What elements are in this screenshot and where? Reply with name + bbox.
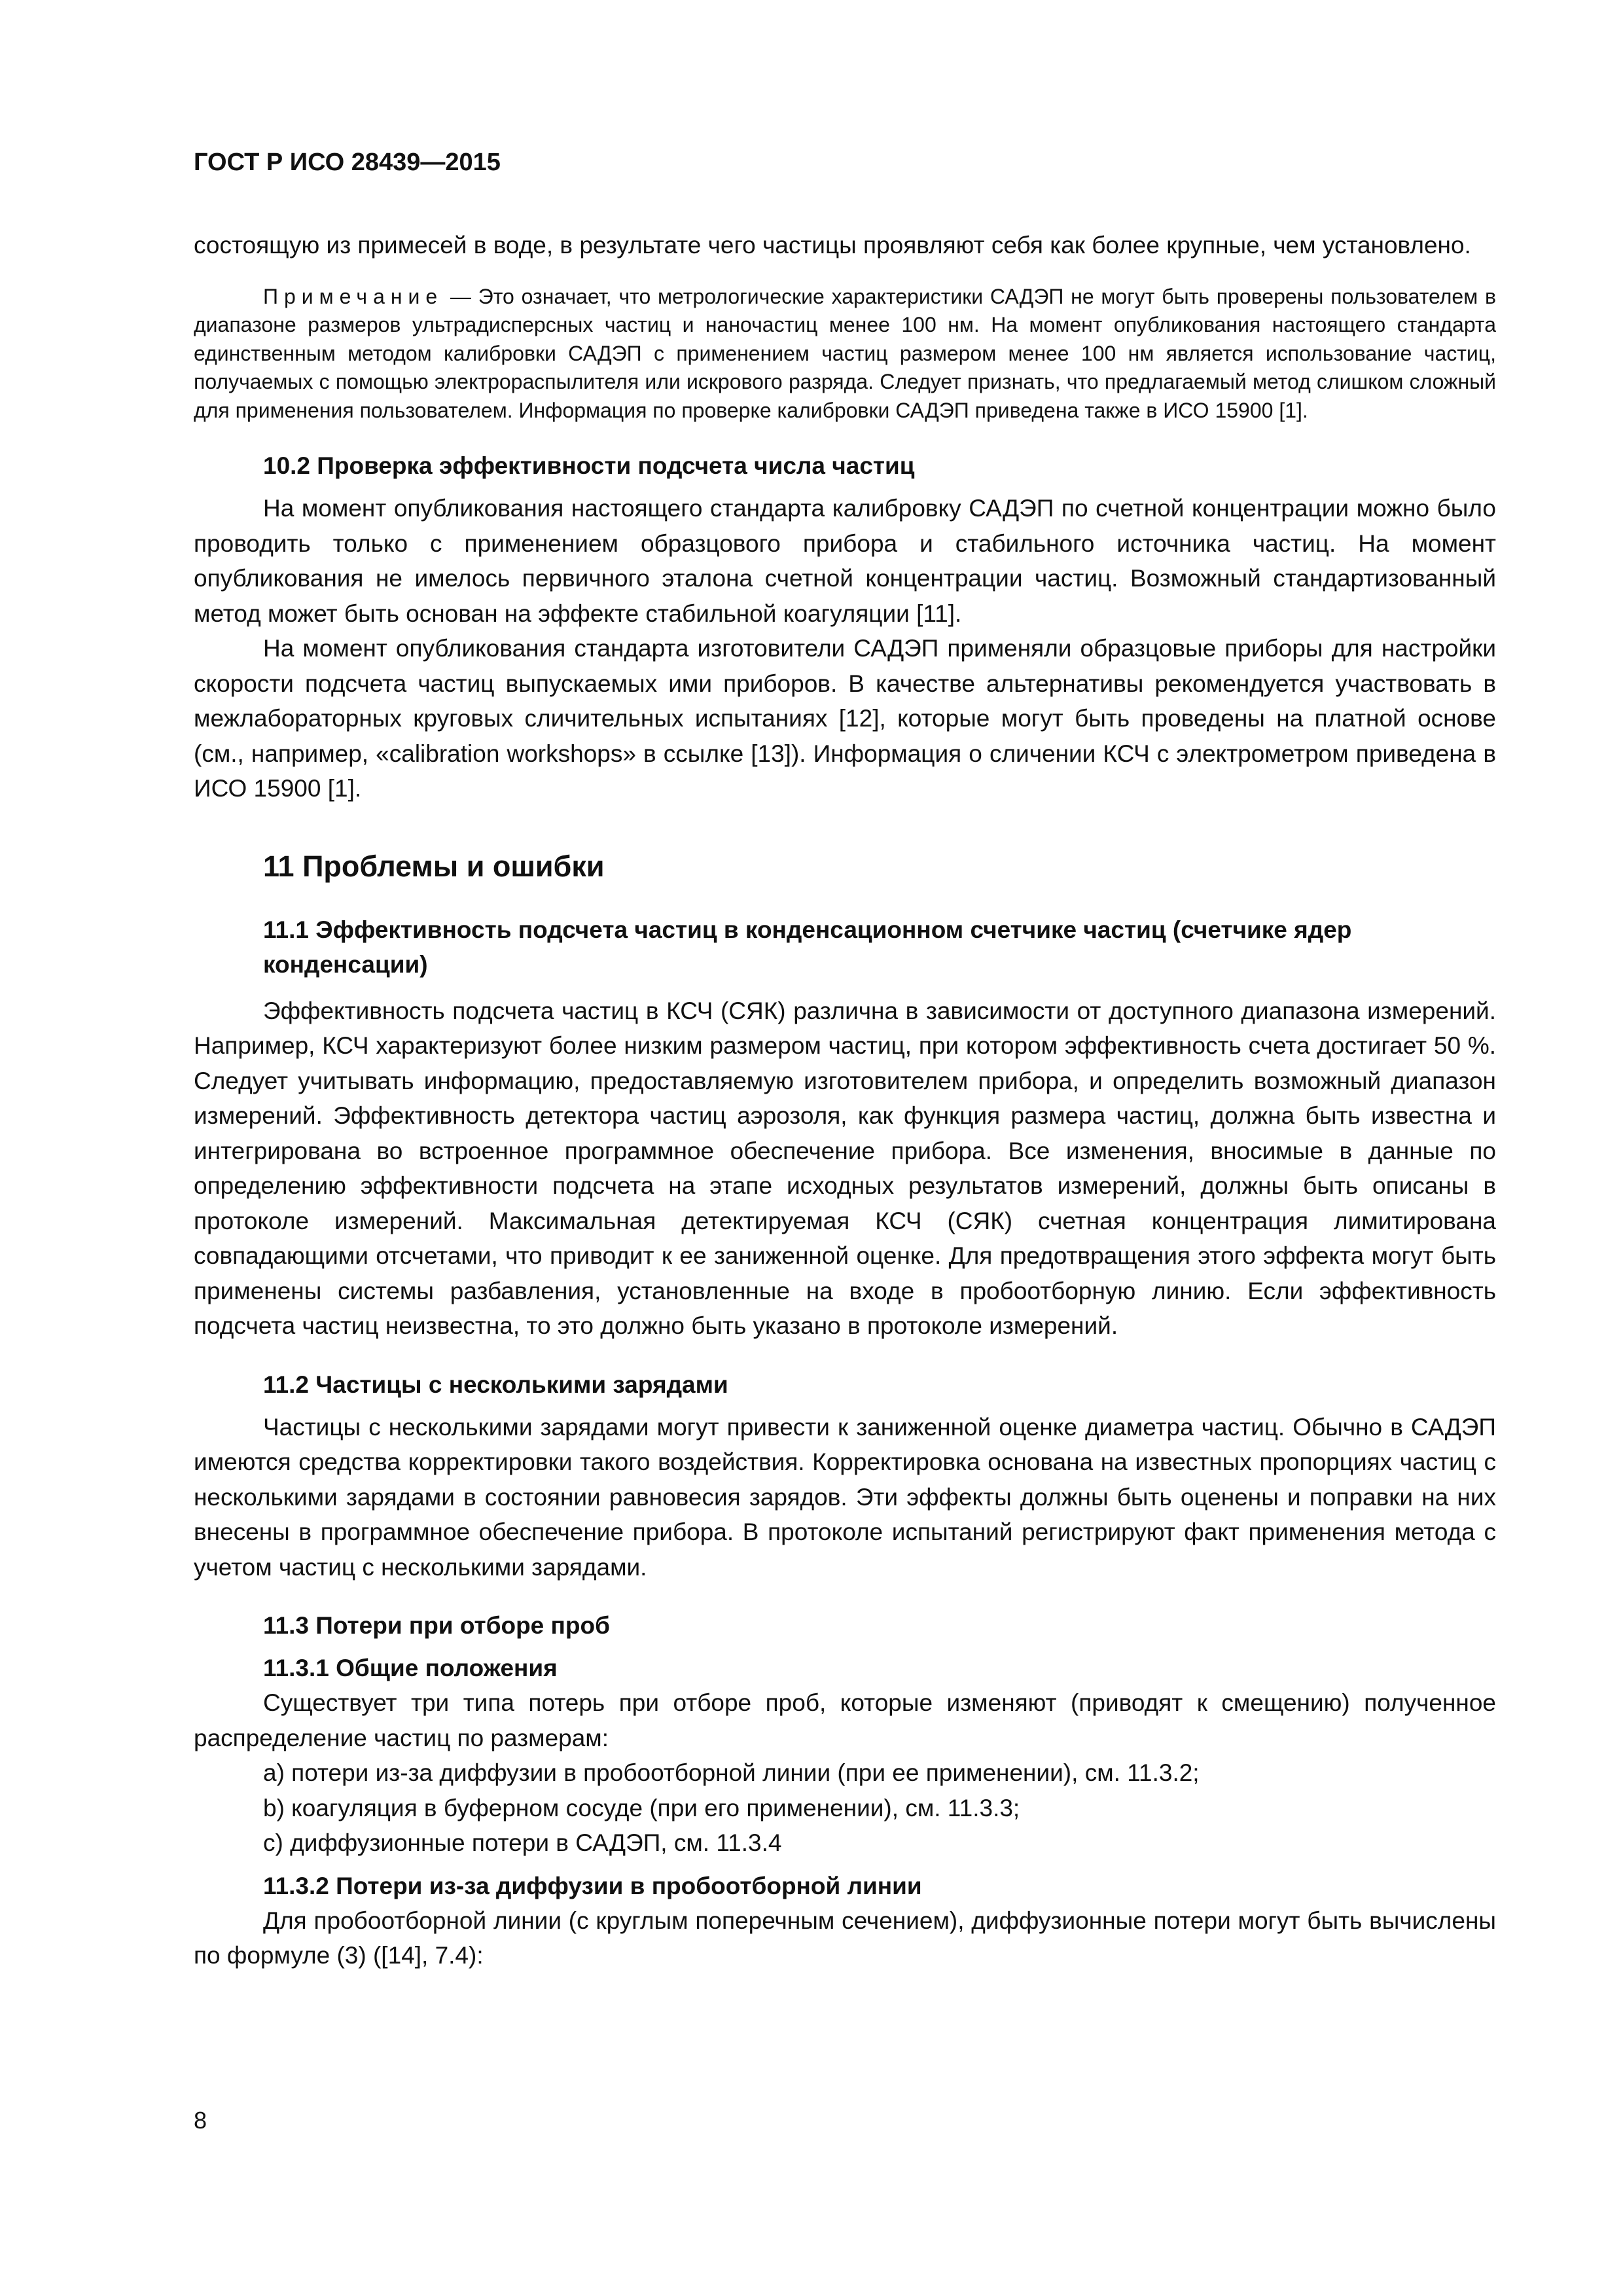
section-11-title: 11 Проблемы и ошибки bbox=[263, 849, 605, 883]
section-11-3-title: 11.3 Потери при отборе проб bbox=[263, 1612, 610, 1639]
list-item: b) коагуляция в буферном сосуде (при его применении), см. 11.3.3; bbox=[263, 1794, 1020, 1821]
section-11-3-2-paragraph: Для пробоотборной линии (с круглым поперечным сечением), диффузионные потери могут быть вычислены по формуле (3) ([14], 7.4): bbox=[194, 1907, 1496, 1969]
section-10-2-paragraph-2: На момент опубликования стандарта изготовители САДЭП применяли образцовые приборы для настройки скорости подсчета частиц выпускаемых ими приборов. В качестве альтернативы рекомендуется участвовать в межлабораторных круговых сличительных испытаниях [12], которые могут быть проведены на платной основе (см., например, «calibration workshops» в ссылке [13]). Информация о сличении КСЧ с электрометром приведена в ИСО 15900 [1]. bbox=[194, 635, 1496, 802]
section-11-1-paragraph: Эффективность подсчета частиц в КСЧ (СЯК) различна в зависимости от доступного диапазона измерений. Например, КСЧ характеризуют более низким размером частиц, при котором эффективность счета достигает 50 %. Следует учитывать информацию, предоставляемую изготовителем прибора, и определить возможный диапазон измерений. Эффективность детектора частиц аэрозоля, как функция размера частиц, должна быть известна и интегрирована во встроенное программное обеспечение прибора. Все изменения, вносимые в данные по определению эффективности подсчета на этапе исходных результатов измерений, должны быть описаны в протоколе измерений. Максимальная детектируемая КСЧ (СЯК) счетная концентрация лимитирована совпадающими отсчетами, что приводит к ее заниженной оценке. Для предотвращения этого эффекта могут быть применены системы разбавления, установленные на входе в пробоотборную линию. Если эффективность подсчета частиц неизвестна, то это должно быть указано в протоколе измерений. bbox=[194, 997, 1496, 1339]
section-10-2-title: 10.2 Проверка эффективности подсчета числа частиц bbox=[263, 452, 915, 479]
section-11-3-1-title: 11.3.1 Общие положения bbox=[263, 1655, 558, 1681]
section-11-3-2-title: 11.3.2 Потери из-за диффузии в пробоотборной линии bbox=[263, 1872, 922, 1899]
page-content bbox=[194, 147, 1496, 1973]
page-number: 8 bbox=[194, 2107, 207, 2134]
document-header: ГОСТ Р ИСО 28439—2015 bbox=[194, 149, 501, 176]
list-item: a) потери из-за диффузии в пробоотборной линии (при ее применении), см. 11.3.2; bbox=[263, 1759, 1200, 1786]
section-11-2-paragraph: Частицы с несколькими зарядами могут привести к заниженной оценке диаметра частиц. Обычно в САДЭП имеются средства корректировки такого воздействия. Корректировка основана на известных пропорциях частиц с несколькими зарядами в состоянии равновесия зарядов. Эти эффекты должны быть оценены и поправки на них внесены в программное обеспечение прибора. В протоколе испытаний регистрируют факт применения метода с учетом частиц с несколькими зарядами. bbox=[194, 1413, 1496, 1581]
section-11-3-1-paragraph: Существует три типа потерь при отборе проб, которые изменяют (приводят к смещению) полученное распределение частиц по размерам: bbox=[194, 1689, 1496, 1751]
continuation-paragraph: состоящую из примесей в воде, в результате чего частицы проявляют себя как более крупные, чем установлено. bbox=[194, 232, 1471, 259]
note-paragraph bbox=[194, 283, 1496, 425]
list-item: c) диффузионные потери в САДЭП, см. 11.3.4 bbox=[263, 1829, 782, 1856]
section-11-1-title: 11.1 Эффективность подсчета частиц в конденсационном счетчике частиц (счетчике ядер конденсации) bbox=[263, 916, 1352, 978]
note-label: Примечание bbox=[263, 284, 444, 308]
note-text: — Это означает, что метрологические характеристики САДЭП не могут быть проверены пользователем в диапазоне размеров ультрадисперсных частиц и наночастиц менее 100 нм. На момент опубликования настоящего стандарта единственным методом калибровки САДЭП с применением частиц размером менее 100 нм является использование частиц, получаемых с помощью электрораспылителя или искрового разряда. Следует признать, что предлагаемый метод слишком сложный для применения пользователем. Информация по проверке калибровки САДЭП приведена также в ИСО 15900 [1]. bbox=[194, 284, 1496, 422]
section-11-2-title: 11.2 Частицы с несколькими зарядами bbox=[263, 1371, 728, 1398]
section-10-2-paragraph-1: На момент опубликования настоящего стандарта калибровку САДЭП по счетной концентрации можно было проводить только с применением образцового прибора и стабильного источника частиц. На момент опубликования не имелось первичного эталона счетной концентрации частиц. Возможный стандартизованный метод может быть основан на эффекте стабильной коагуляции [11]. bbox=[194, 495, 1496, 627]
